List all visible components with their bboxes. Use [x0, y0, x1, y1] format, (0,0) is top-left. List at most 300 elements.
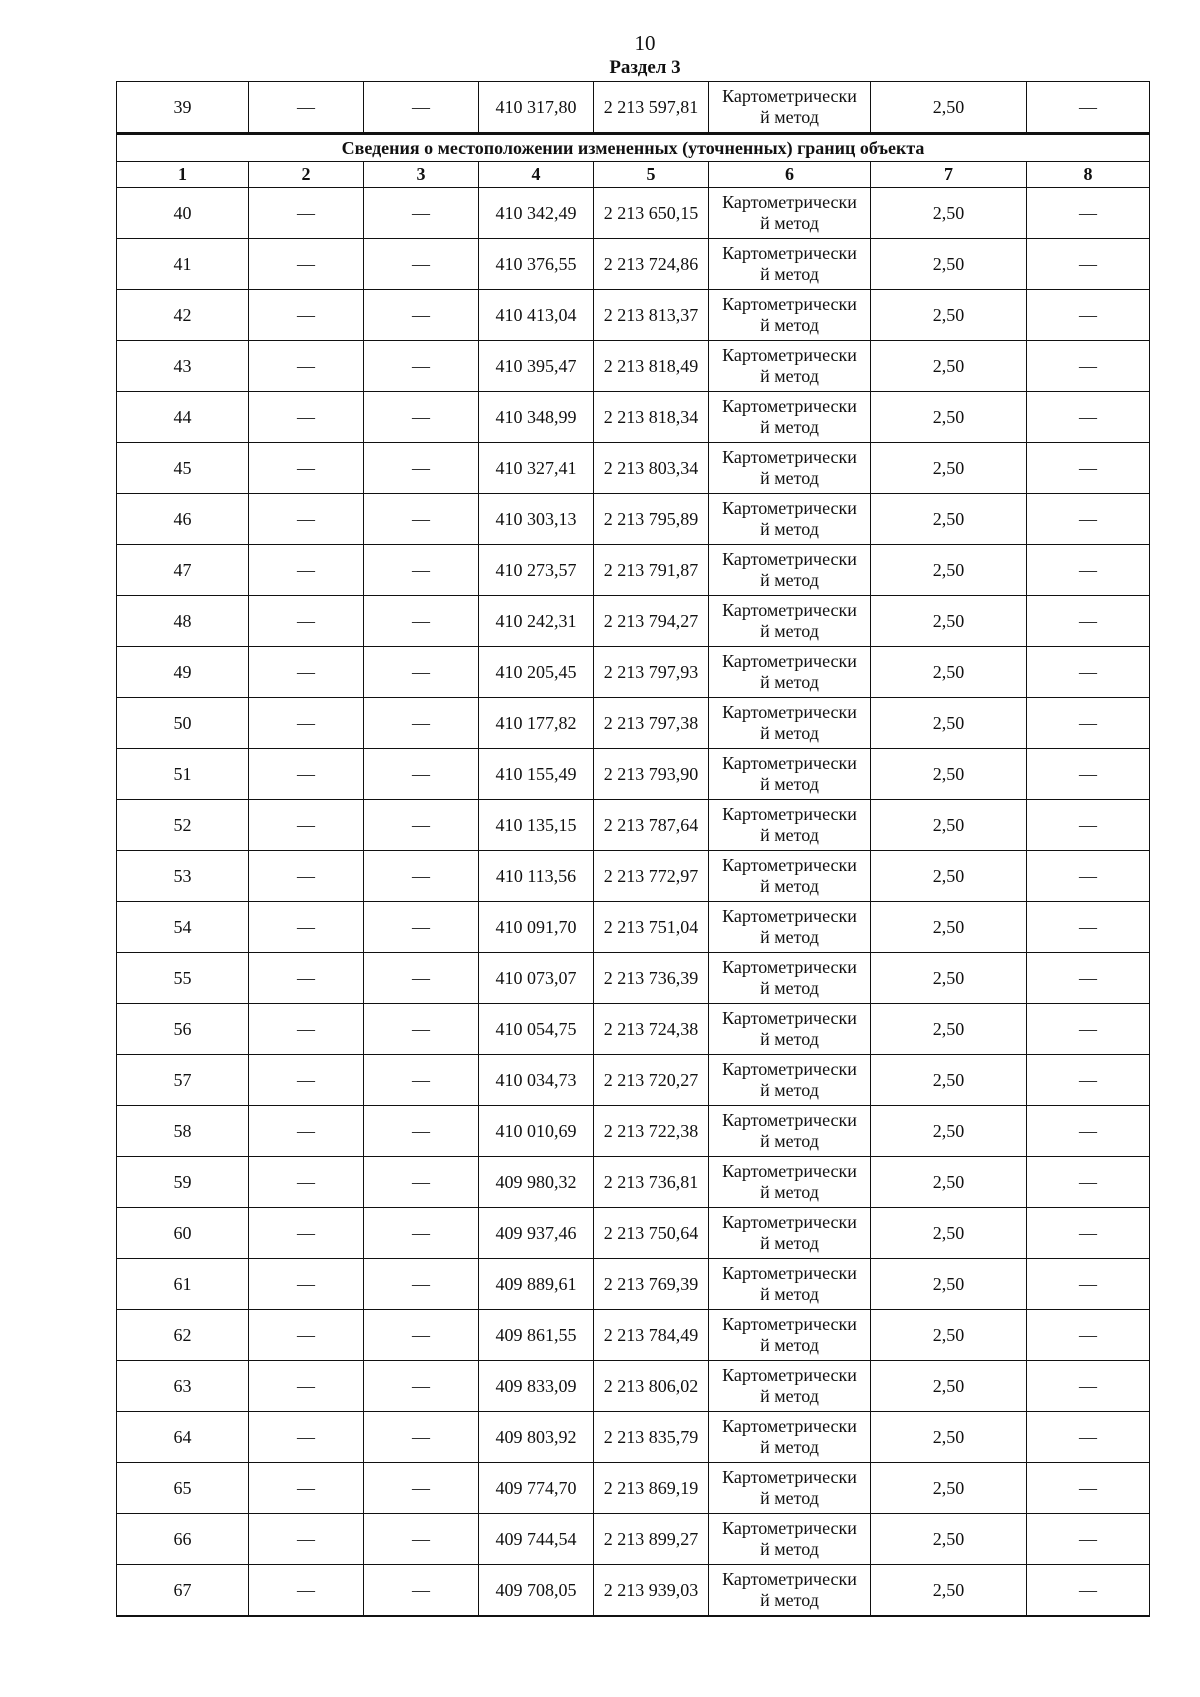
cell-col8: — — [1027, 953, 1150, 1004]
accuracy-cell: 2,50 — [871, 1106, 1027, 1157]
cell-col2: — — [249, 1310, 364, 1361]
column-number: 1 — [117, 162, 249, 188]
method-cell — [709, 1412, 871, 1463]
accuracy-cell: 2,50 — [871, 443, 1027, 494]
y-coordinate: 2 213 736,39 — [594, 953, 709, 1004]
method-line-1: Картометрически — [722, 1569, 857, 1589]
point-number: 44 — [117, 392, 249, 443]
x-coordinate: 410 010,69 — [479, 1106, 594, 1157]
method-line-2: й метод — [760, 519, 819, 539]
method-line-2: й метод — [760, 1284, 819, 1304]
y-coordinate: 2 213 720,27 — [594, 1055, 709, 1106]
method-cell — [709, 1055, 871, 1106]
cell-col8: — — [1027, 800, 1150, 851]
accuracy-cell: 2,50 — [871, 290, 1027, 341]
cell-col2: — — [249, 1208, 364, 1259]
y-coordinate: 2 213 813,37 — [594, 290, 709, 341]
y-coordinate: 2 213 787,64 — [594, 800, 709, 851]
table-row — [117, 1259, 1150, 1310]
x-coordinate: 409 861,55 — [479, 1310, 594, 1361]
cell-col3: — — [364, 1004, 479, 1055]
method-line-1: Картометрически — [722, 1263, 857, 1283]
method-line-1: Картометрически — [722, 1365, 857, 1385]
method-line-2: й метод — [760, 468, 819, 488]
cell-col2: — — [249, 1106, 364, 1157]
cell-col8: — — [1027, 1208, 1150, 1259]
method-cell — [709, 1310, 871, 1361]
cell-col8: — — [1027, 1106, 1150, 1157]
table-heading: Сведения о местоположении измененных (уточненных) границ объекта — [117, 134, 1150, 162]
x-coordinate: 410 205,45 — [479, 647, 594, 698]
method-line-2: й метод — [760, 570, 819, 590]
table-row — [117, 749, 1150, 800]
method-line-2: й метод — [760, 315, 819, 335]
method-line-1: Картометрически — [722, 1467, 857, 1487]
cell-col2: — — [249, 1565, 364, 1617]
x-coordinate: 410 155,49 — [479, 749, 594, 800]
cell-col8: — — [1027, 902, 1150, 953]
table-row — [117, 494, 1150, 545]
x-coordinate: 410 034,73 — [479, 1055, 594, 1106]
cell-col8: — — [1027, 596, 1150, 647]
y-coordinate: 2 213 736,81 — [594, 1157, 709, 1208]
table-row — [117, 698, 1150, 749]
point-number: 60 — [117, 1208, 249, 1259]
x-coordinate: 410 273,57 — [479, 545, 594, 596]
cell-col8: — — [1027, 392, 1150, 443]
point-number: 53 — [117, 851, 249, 902]
point-number: 43 — [117, 341, 249, 392]
point-number: 48 — [117, 596, 249, 647]
cell-col3: — — [364, 290, 479, 341]
point-number: 59 — [117, 1157, 249, 1208]
y-coordinate: 2 213 818,34 — [594, 392, 709, 443]
point-number: 52 — [117, 800, 249, 851]
table-row — [117, 1514, 1150, 1565]
point-number: 41 — [117, 239, 249, 290]
point-number: 63 — [117, 1361, 249, 1412]
method-cell — [709, 953, 871, 1004]
cell-col3: — — [364, 1565, 479, 1617]
y-coordinate: 2 213 793,90 — [594, 749, 709, 800]
boundary-coordinates-table — [116, 81, 1150, 1617]
accuracy-cell: 2,50 — [871, 698, 1027, 749]
x-coordinate: 410 317,80 — [479, 82, 594, 134]
point-number: 49 — [117, 647, 249, 698]
method-line-2: й метод — [760, 927, 819, 947]
method-line-2: й метод — [760, 1233, 819, 1253]
y-coordinate: 2 213 650,15 — [594, 188, 709, 239]
accuracy-cell: 2,50 — [871, 545, 1027, 596]
point-number: 61 — [117, 1259, 249, 1310]
cell-col2: — — [249, 1055, 364, 1106]
method-line-1: Картометрически — [722, 600, 857, 620]
column-number: 5 — [594, 162, 709, 188]
cell-col3: — — [364, 1157, 479, 1208]
table-row — [117, 953, 1150, 1004]
method-cell — [709, 596, 871, 647]
point-number: 51 — [117, 749, 249, 800]
cell-col2: — — [249, 1361, 364, 1412]
y-coordinate: 2 213 899,27 — [594, 1514, 709, 1565]
accuracy-cell: 2,50 — [871, 341, 1027, 392]
method-line-1: Картометрически — [722, 753, 857, 773]
cell-col2: — — [249, 1412, 364, 1463]
x-coordinate: 410 395,47 — [479, 341, 594, 392]
table-row — [117, 1004, 1150, 1055]
accuracy-cell: 2,50 — [871, 1412, 1027, 1463]
method-line-1: Картометрически — [722, 702, 857, 722]
method-cell — [709, 1514, 871, 1565]
method-cell — [709, 1208, 871, 1259]
y-coordinate: 2 213 772,97 — [594, 851, 709, 902]
cell-col2: — — [249, 749, 364, 800]
x-coordinate: 409 774,70 — [479, 1463, 594, 1514]
point-number: 64 — [117, 1412, 249, 1463]
method-line-1: Картометрически — [722, 192, 857, 212]
method-line-1: Картометрически — [722, 1008, 857, 1028]
method-cell — [709, 290, 871, 341]
cell-col3: — — [364, 1106, 479, 1157]
accuracy-cell: 2,50 — [871, 902, 1027, 953]
accuracy-cell: 2,50 — [871, 392, 1027, 443]
method-cell — [709, 1361, 871, 1412]
cell-col2: — — [249, 341, 364, 392]
accuracy-cell: 2,50 — [871, 647, 1027, 698]
method-line-2: й метод — [760, 621, 819, 641]
method-line-1: Картометрически — [722, 498, 857, 518]
y-coordinate: 2 213 722,38 — [594, 1106, 709, 1157]
cell-col8: — — [1027, 749, 1150, 800]
table-row — [117, 1208, 1150, 1259]
method-line-2: й метод — [760, 1488, 819, 1508]
method-line-2: й метод — [760, 978, 819, 998]
method-line-2: й метод — [760, 825, 819, 845]
page-number: 10 — [634, 31, 656, 55]
method-line-1: Картометрически — [722, 294, 857, 314]
point-number: 40 — [117, 188, 249, 239]
table-row — [117, 851, 1150, 902]
table-row — [117, 647, 1150, 698]
y-coordinate: 2 213 597,81 — [594, 82, 709, 134]
cell-col2: — — [249, 596, 364, 647]
point-number: 58 — [117, 1106, 249, 1157]
point-number: 57 — [117, 1055, 249, 1106]
cell-col3: — — [364, 1208, 479, 1259]
point-number: 65 — [117, 1463, 249, 1514]
cell-col8: — — [1027, 1055, 1150, 1106]
cell-col2: — — [249, 188, 364, 239]
point-number: 47 — [117, 545, 249, 596]
accuracy-cell: 2,50 — [871, 1310, 1027, 1361]
table-row — [117, 596, 1150, 647]
table-body — [117, 82, 1150, 1617]
method-line-1: Картометрически — [722, 1059, 857, 1079]
cell-col3: — — [364, 545, 479, 596]
column-number: 3 — [364, 162, 479, 188]
cell-col8: — — [1027, 82, 1150, 134]
accuracy-cell: 2,50 — [871, 1157, 1027, 1208]
accuracy-cell: 2,50 — [871, 239, 1027, 290]
method-line-2: й метод — [760, 1437, 819, 1457]
cell-col8: — — [1027, 545, 1150, 596]
x-coordinate: 410 242,31 — [479, 596, 594, 647]
x-coordinate: 410 342,49 — [479, 188, 594, 239]
cell-col8: — — [1027, 341, 1150, 392]
method-line-2: й метод — [760, 1590, 819, 1610]
method-line-2: й метод — [760, 876, 819, 896]
table-row — [117, 1463, 1150, 1514]
point-number: 39 — [117, 82, 249, 134]
table-row — [117, 341, 1150, 392]
column-number: 2 — [249, 162, 364, 188]
x-coordinate: 410 135,15 — [479, 800, 594, 851]
y-coordinate: 2 213 869,19 — [594, 1463, 709, 1514]
cell-col2: — — [249, 698, 364, 749]
cell-col8: — — [1027, 1259, 1150, 1310]
cell-col8: — — [1027, 1310, 1150, 1361]
method-line-2: й метод — [760, 723, 819, 743]
y-coordinate: 2 213 806,02 — [594, 1361, 709, 1412]
accuracy-cell: 2,50 — [871, 1565, 1027, 1617]
table-row — [117, 1055, 1150, 1106]
cell-col3: — — [364, 851, 479, 902]
table-row — [117, 1565, 1150, 1617]
cell-col2: — — [249, 545, 364, 596]
method-line-1: Картометрически — [722, 906, 857, 926]
table-row — [117, 290, 1150, 341]
method-cell — [709, 341, 871, 392]
cell-col2: — — [249, 953, 364, 1004]
method-line-2: й метод — [760, 213, 819, 233]
cell-col2: — — [249, 392, 364, 443]
y-coordinate: 2 213 750,64 — [594, 1208, 709, 1259]
x-coordinate: 410 348,99 — [479, 392, 594, 443]
point-number: 42 — [117, 290, 249, 341]
accuracy-cell: 2,50 — [871, 596, 1027, 647]
y-coordinate: 2 213 939,03 — [594, 1565, 709, 1617]
method-line-2: й метод — [760, 1131, 819, 1151]
cell-col3: — — [364, 392, 479, 443]
method-line-2: й метод — [760, 417, 819, 437]
cell-col8: — — [1027, 698, 1150, 749]
cell-col8: — — [1027, 851, 1150, 902]
column-number-row — [117, 162, 1150, 188]
y-coordinate: 2 213 794,27 — [594, 596, 709, 647]
y-coordinate: 2 213 751,04 — [594, 902, 709, 953]
y-coordinate: 2 213 835,79 — [594, 1412, 709, 1463]
column-number: 4 — [479, 162, 594, 188]
method-line-2: й метод — [760, 107, 819, 127]
cell-col3: — — [364, 188, 479, 239]
cell-col8: — — [1027, 1412, 1150, 1463]
method-line-1: Картометрически — [722, 1110, 857, 1130]
x-coordinate: 409 744,54 — [479, 1514, 594, 1565]
cell-col2: — — [249, 239, 364, 290]
method-line-1: Картометрически — [722, 549, 857, 569]
method-cell — [709, 1565, 871, 1617]
x-coordinate: 410 177,82 — [479, 698, 594, 749]
cell-col8: — — [1027, 443, 1150, 494]
cell-col2: — — [249, 1004, 364, 1055]
method-line-2: й метод — [760, 774, 819, 794]
cell-col8: — — [1027, 290, 1150, 341]
method-cell — [709, 800, 871, 851]
cell-col3: — — [364, 1259, 479, 1310]
method-cell — [709, 1004, 871, 1055]
cell-col3: — — [364, 494, 479, 545]
method-line-2: й метод — [760, 672, 819, 692]
method-line-1: Картометрически — [722, 957, 857, 977]
cell-col2: — — [249, 290, 364, 341]
point-number: 45 — [117, 443, 249, 494]
table-row — [117, 1157, 1150, 1208]
cell-col2: — — [249, 443, 364, 494]
table-row — [117, 902, 1150, 953]
cell-col2: — — [249, 1514, 364, 1565]
accuracy-cell: 2,50 — [871, 800, 1027, 851]
cell-col3: — — [364, 1463, 479, 1514]
cell-col3: — — [364, 443, 479, 494]
x-coordinate: 410 303,13 — [479, 494, 594, 545]
method-line-2: й метод — [760, 1335, 819, 1355]
method-cell — [709, 749, 871, 800]
y-coordinate: 2 213 784,49 — [594, 1310, 709, 1361]
cell-col2: — — [249, 902, 364, 953]
accuracy-cell: 2,50 — [871, 1004, 1027, 1055]
method-cell — [709, 1259, 871, 1310]
y-coordinate: 2 213 791,87 — [594, 545, 709, 596]
x-coordinate: 410 073,07 — [479, 953, 594, 1004]
accuracy-cell: 2,50 — [871, 851, 1027, 902]
cell-col3: — — [364, 749, 479, 800]
cell-col8: — — [1027, 1514, 1150, 1565]
x-coordinate: 409 708,05 — [479, 1565, 594, 1617]
cell-col3: — — [364, 698, 479, 749]
table-row — [117, 443, 1150, 494]
x-coordinate: 409 980,32 — [479, 1157, 594, 1208]
y-coordinate: 2 213 769,39 — [594, 1259, 709, 1310]
cell-col3: — — [364, 1514, 479, 1565]
cell-col3: — — [364, 1310, 479, 1361]
cell-col3: — — [364, 1361, 479, 1412]
accuracy-cell: 2,50 — [871, 1055, 1027, 1106]
method-line-1: Картометрически — [722, 447, 857, 467]
cell-col8: — — [1027, 188, 1150, 239]
method-line-1: Картометрически — [722, 855, 857, 875]
method-cell — [709, 239, 871, 290]
method-line-1: Картометрически — [722, 804, 857, 824]
method-line-2: й метод — [760, 1029, 819, 1049]
method-line-1: Картометрически — [722, 396, 857, 416]
cell-col3: — — [364, 1055, 479, 1106]
cell-col8: — — [1027, 1361, 1150, 1412]
method-line-1: Картометрически — [722, 1314, 857, 1334]
method-cell — [709, 392, 871, 443]
cell-col3: — — [364, 82, 479, 134]
accuracy-cell: 2,50 — [871, 953, 1027, 1004]
x-coordinate: 410 054,75 — [479, 1004, 594, 1055]
cell-col2: — — [249, 82, 364, 134]
method-line-2: й метод — [760, 1080, 819, 1100]
point-number: 55 — [117, 953, 249, 1004]
table-row — [117, 1310, 1150, 1361]
table-heading-row — [117, 134, 1150, 162]
cell-col3: — — [364, 953, 479, 1004]
x-coordinate: 410 413,04 — [479, 290, 594, 341]
cell-col2: — — [249, 1463, 364, 1514]
method-cell — [709, 851, 871, 902]
method-line-1: Картометрически — [722, 1212, 857, 1232]
point-number: 66 — [117, 1514, 249, 1565]
method-cell — [709, 494, 871, 545]
accuracy-cell: 2,50 — [871, 1514, 1027, 1565]
accuracy-cell: 2,50 — [871, 749, 1027, 800]
cell-col8: — — [1027, 1157, 1150, 1208]
method-cell — [709, 1106, 871, 1157]
point-number: 67 — [117, 1565, 249, 1617]
cell-col8: — — [1027, 1463, 1150, 1514]
point-number: 50 — [117, 698, 249, 749]
cell-col3: — — [364, 341, 479, 392]
table-row — [117, 1106, 1150, 1157]
cell-col3: — — [364, 1412, 479, 1463]
table-row — [117, 82, 1150, 134]
x-coordinate: 410 327,41 — [479, 443, 594, 494]
x-coordinate: 410 376,55 — [479, 239, 594, 290]
x-coordinate: 410 091,70 — [479, 902, 594, 953]
y-coordinate: 2 213 795,89 — [594, 494, 709, 545]
accuracy-cell: 2,50 — [871, 1208, 1027, 1259]
method-cell — [709, 82, 871, 134]
method-cell — [709, 188, 871, 239]
method-cell — [709, 1157, 871, 1208]
method-cell — [709, 1463, 871, 1514]
method-cell — [709, 698, 871, 749]
section-title: Раздел 3 — [609, 57, 681, 78]
cell-col8: — — [1027, 494, 1150, 545]
method-line-2: й метод — [760, 1539, 819, 1559]
point-number: 56 — [117, 1004, 249, 1055]
point-number: 62 — [117, 1310, 249, 1361]
method-cell — [709, 545, 871, 596]
cell-col8: — — [1027, 647, 1150, 698]
y-coordinate: 2 213 803,34 — [594, 443, 709, 494]
method-cell — [709, 443, 871, 494]
column-number: 8 — [1027, 162, 1150, 188]
method-cell — [709, 902, 871, 953]
cell-col2: — — [249, 647, 364, 698]
cell-col3: — — [364, 647, 479, 698]
cell-col2: — — [249, 1259, 364, 1310]
cell-col3: — — [364, 800, 479, 851]
method-line-2: й метод — [760, 1182, 819, 1202]
cell-col2: — — [249, 1157, 364, 1208]
table-row — [117, 239, 1150, 290]
method-line-2: й метод — [760, 366, 819, 386]
method-line-2: й метод — [760, 1386, 819, 1406]
accuracy-cell: 2,50 — [871, 82, 1027, 134]
column-number: 6 — [709, 162, 871, 188]
method-line-1: Картометрически — [722, 1161, 857, 1181]
point-number: 46 — [117, 494, 249, 545]
cell-col3: — — [364, 902, 479, 953]
accuracy-cell: 2,50 — [871, 494, 1027, 545]
table-row — [117, 545, 1150, 596]
x-coordinate: 409 833,09 — [479, 1361, 594, 1412]
cell-col3: — — [364, 239, 479, 290]
table-row — [117, 392, 1150, 443]
